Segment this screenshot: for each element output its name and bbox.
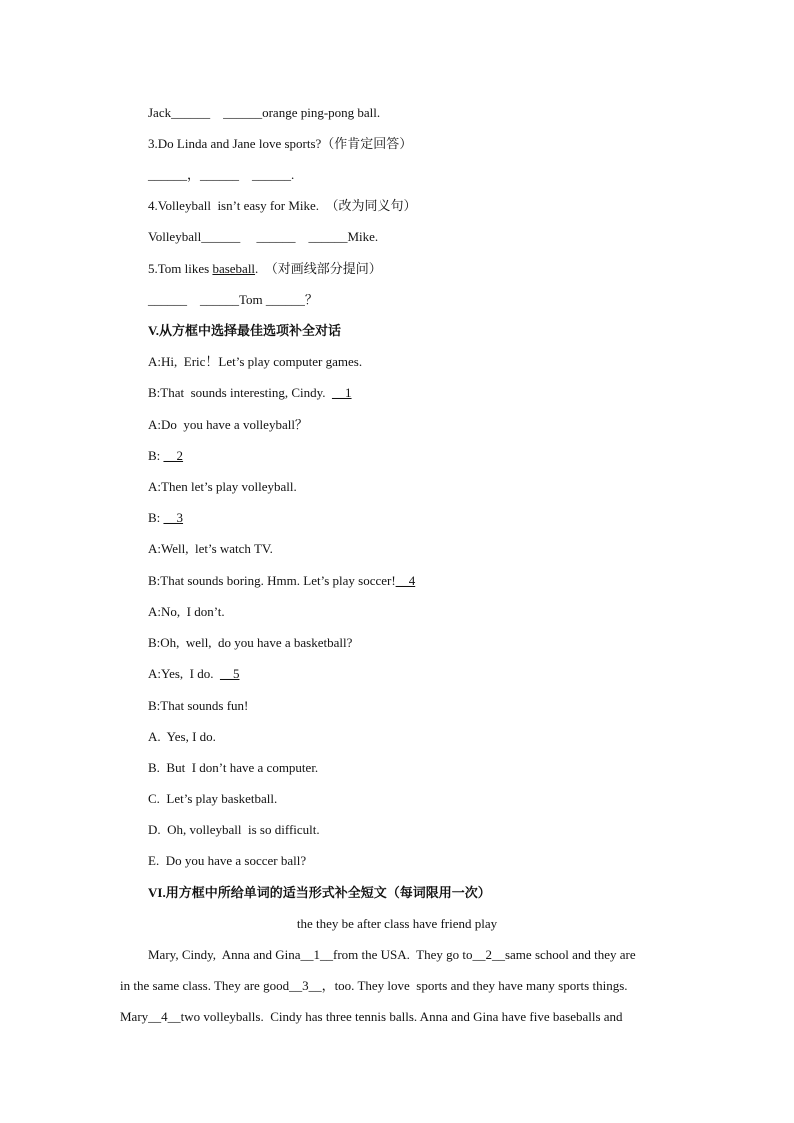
question-5 (148, 261, 382, 277)
blank-1: __1 (332, 385, 352, 400)
dialogue-line (148, 448, 183, 464)
section-5-heading: V.从方框中选择最佳选项补全对话 (148, 323, 341, 338)
dialogue-text: B: (148, 510, 164, 525)
option-d: D. Oh, volleyball is so difficult. (148, 822, 320, 837)
dialogue-text: A:Well, let’s watch TV. (148, 541, 273, 556)
dialogue-line (148, 479, 297, 495)
dialogue-text: B:That sounds fun! (148, 698, 249, 713)
word-box: the they be after class have friend play (296, 916, 498, 931)
blank-2: __2 (163, 448, 184, 463)
rewrite-line-jack: Jack______ ______orange ping-pong ball. (148, 105, 381, 120)
passage-line: Mary, Cindy, Anna and Gina__1__from the USA. They go to__2__same school and they are (148, 947, 636, 962)
blank-3: __3 (163, 510, 184, 525)
option-e: E. Do you have a soccer ball? (148, 853, 307, 868)
q5-prefix: 5.Tom likes (148, 261, 213, 276)
dialogue-text: A:Hi, Eric！Let’s play computer games. (148, 354, 363, 369)
dialogue-line (148, 635, 352, 651)
answer-3: ______，______ ______. (148, 167, 295, 182)
dialogue-line (148, 698, 248, 714)
option-a: A. Yes, I do. (148, 729, 216, 744)
dialogue-text: B:Oh, well, do you have a basketball? (148, 635, 353, 650)
dialogue-text: A:Yes, I do. (148, 666, 220, 681)
dialogue-text: A:No, I don’t. (148, 604, 225, 619)
blank-4: __4 (395, 573, 416, 588)
dialogue-text: B: (148, 448, 164, 463)
dialogue-line (148, 541, 273, 557)
dialogue-line (148, 604, 225, 620)
option-b: B. But I don’t have a computer. (148, 760, 319, 775)
question-4: 4.Volleyball isn’t easy for Mike. （改为同义句） (148, 198, 417, 213)
dialogue-line (148, 417, 308, 433)
passage-line: in the same class. They are good__3__，too. They love sports and they have many sports things. (120, 978, 628, 993)
q5-suffix: . （对画线部分提问） (255, 261, 382, 276)
passage-line: Mary__4__two volleyballs. Cindy has three tennis balls. Anna and Gina have five baseballs and (120, 1009, 623, 1024)
answer-5: ______ ______Tom ______？ (148, 292, 318, 307)
dialogue-line (148, 666, 240, 682)
dialogue-text: B:That sounds boring. Hmm. Let’s play soccer! (148, 573, 396, 588)
dialogue-line (148, 354, 362, 370)
section-6-heading: VI.用方框中所给单词的适当形式补全短文（每词限用一次） (148, 885, 491, 900)
q5-underlined-word: baseball (212, 261, 256, 276)
dialogue-text: A:Then let’s play volleyball. (148, 479, 297, 494)
answer-4: Volleyball______ ______ ______Mike. (148, 229, 379, 244)
dialogue-line (148, 573, 415, 589)
dialogue-text: B:That sounds interesting, Cindy. (148, 385, 333, 400)
dialogue-line (148, 385, 352, 401)
dialogue-line (148, 510, 183, 526)
dialogue-text: A:Do you have a volleyball？ (148, 417, 308, 432)
option-c: C. Let’s play basketball. (148, 791, 278, 806)
question-3: 3.Do Linda and Jane love sports?（作肯定回答） (148, 136, 413, 151)
blank-5: __5 (220, 666, 240, 681)
